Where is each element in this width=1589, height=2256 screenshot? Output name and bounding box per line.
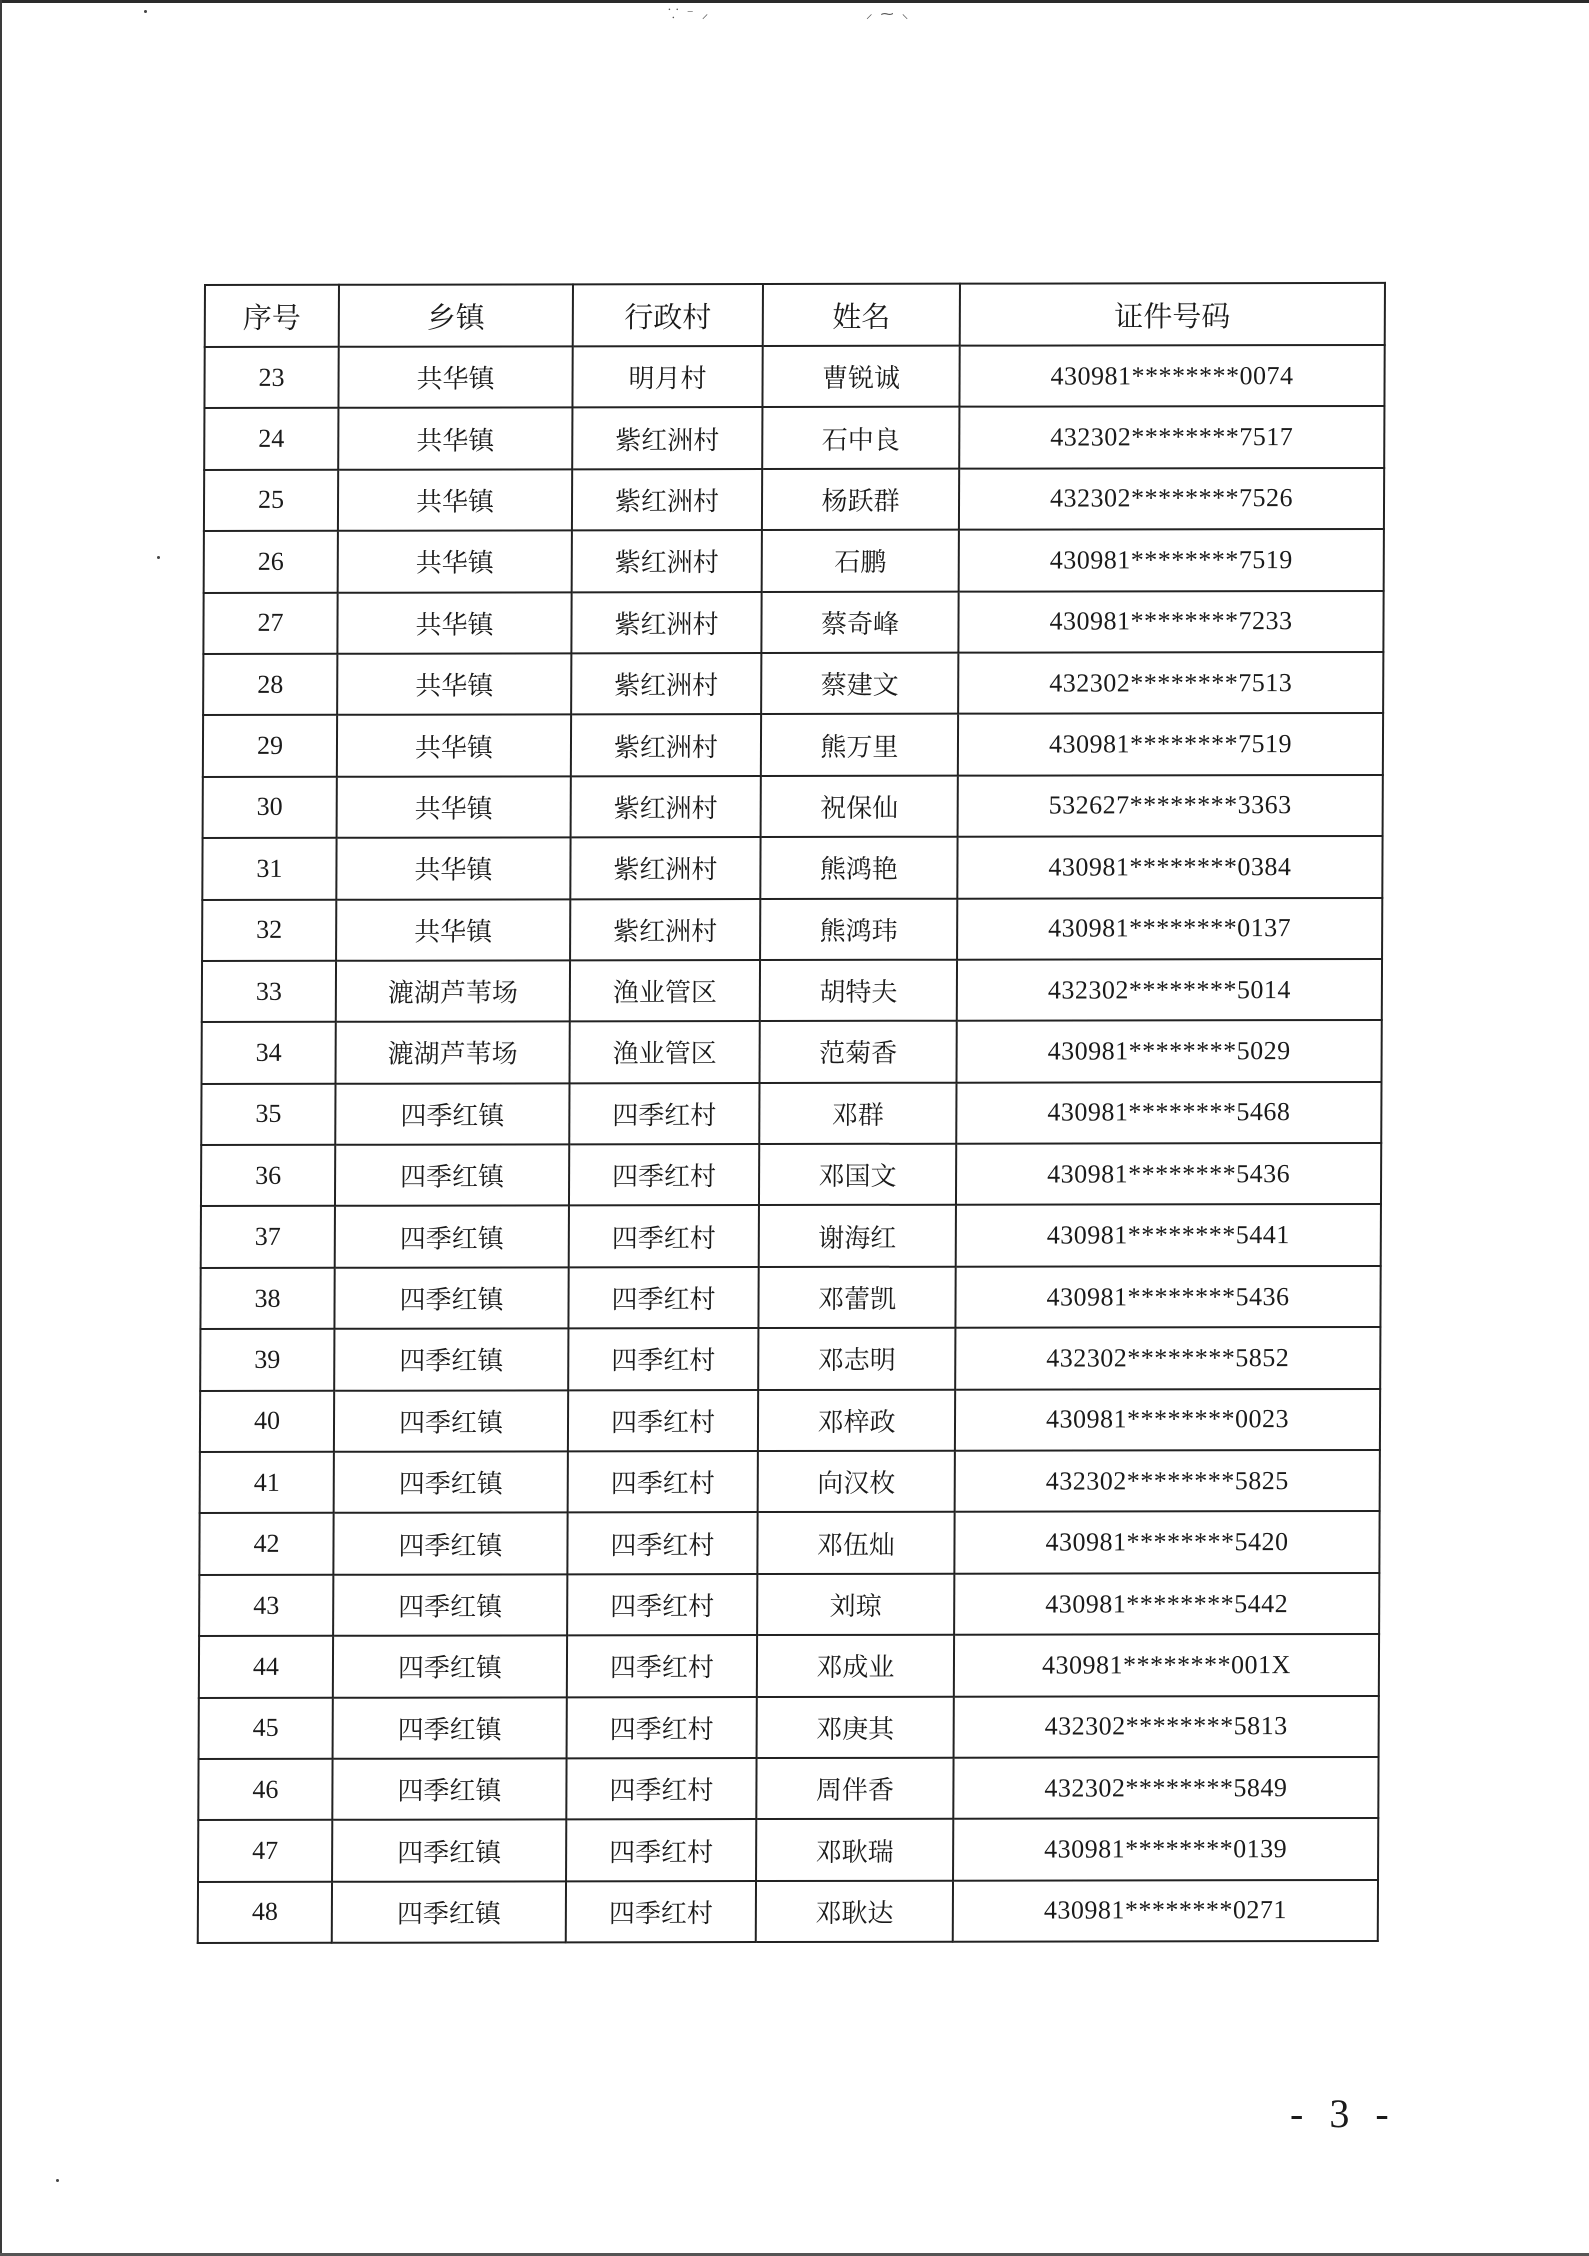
- table-row: [202, 897, 1382, 960]
- table-row: [203, 652, 1383, 715]
- cell-id-number: 432302********5825: [955, 1450, 1380, 1512]
- cell-person-name: 周伴香: [756, 1758, 953, 1820]
- table-row: [199, 1696, 1379, 1759]
- table-row: [198, 1818, 1378, 1881]
- cell-serial-number: 24: [204, 408, 338, 470]
- cell-id-number: 432302********5849: [953, 1757, 1378, 1819]
- cell-serial-number: 25: [204, 470, 338, 532]
- table-row: [202, 836, 1382, 899]
- scan-speck: [157, 556, 160, 559]
- table-row: [199, 1511, 1379, 1574]
- roster-table-container: [197, 282, 1384, 1944]
- cell-village: 明月村: [572, 346, 762, 408]
- cell-person-name: 谢海红: [759, 1205, 956, 1267]
- cell-serial-number: 36: [201, 1145, 335, 1207]
- cell-id-number: 432302********7517: [959, 406, 1384, 468]
- table-row: [204, 529, 1384, 592]
- cell-village: 四季红村: [566, 1819, 756, 1881]
- cell-person-name: 祝保仙: [761, 775, 958, 837]
- cell-serial-number: 41: [200, 1452, 334, 1514]
- cell-person-name: 熊鸿艳: [760, 837, 957, 899]
- cell-township: 四季红镇: [335, 1083, 569, 1145]
- table-header: [205, 283, 1385, 347]
- cell-village: 四季红村: [569, 1083, 759, 1145]
- cell-id-number: 430981********0074: [959, 345, 1384, 407]
- cell-township: 四季红镇: [335, 1206, 569, 1268]
- cell-id-number: 430981********5436: [955, 1266, 1380, 1328]
- cell-serial-number: 39: [200, 1329, 334, 1391]
- cell-id-number: 430981********001X: [954, 1634, 1379, 1696]
- cell-village: 紫红洲村: [572, 469, 762, 531]
- cell-village: 紫红洲村: [571, 714, 761, 776]
- cell-township: 四季红镇: [333, 1574, 567, 1636]
- cell-serial-number: 27: [203, 592, 337, 654]
- table-row: [198, 1757, 1378, 1820]
- scan-mark: ⸪ ⁻ ⸝: [668, 7, 711, 22]
- table-row: [198, 1880, 1378, 1943]
- cell-serial-number: 43: [199, 1575, 333, 1637]
- table-row: [199, 1573, 1379, 1636]
- cell-serial-number: 48: [198, 1882, 332, 1944]
- cell-township: 共华镇: [336, 899, 570, 961]
- cell-township: 共华镇: [337, 776, 571, 838]
- cell-serial-number: 38: [200, 1268, 334, 1330]
- cell-village: 紫红洲村: [572, 407, 762, 469]
- cell-person-name: 邓梓政: [758, 1389, 955, 1451]
- cell-township: 共华镇: [337, 653, 571, 715]
- cell-id-number: 430981********5029: [957, 1020, 1382, 1082]
- cell-person-name: 邓耿瑞: [756, 1819, 953, 1881]
- cell-id-number: 432302********5813: [954, 1696, 1379, 1758]
- cell-serial-number: 42: [199, 1513, 333, 1575]
- header-administrative-village: 行政村: [573, 284, 763, 346]
- cell-village: 四季红村: [567, 1574, 757, 1636]
- roster-table: [197, 282, 1386, 1944]
- cell-person-name: 石鹏: [762, 530, 959, 592]
- cell-township: 四季红镇: [335, 1144, 569, 1206]
- cell-person-name: 熊万里: [761, 714, 958, 776]
- header-name: 姓名: [763, 284, 960, 346]
- header-serial-number: 序号: [205, 285, 339, 347]
- cell-id-number: 430981********5441: [956, 1204, 1381, 1266]
- cell-village: 紫红洲村: [571, 592, 761, 654]
- cell-township: 四季红镇: [333, 1513, 567, 1575]
- header-township: 乡镇: [339, 284, 573, 346]
- cell-township: 四季红镇: [332, 1758, 566, 1820]
- cell-id-number: 532627********3363: [958, 775, 1383, 837]
- cell-person-name: 向汉枚: [758, 1451, 955, 1513]
- cell-person-name: 邓志明: [758, 1328, 955, 1390]
- cell-village: 渔业管区: [570, 960, 760, 1022]
- cell-township: 共华镇: [337, 715, 571, 777]
- cell-serial-number: 32: [202, 899, 336, 961]
- cell-serial-number: 23: [204, 347, 338, 409]
- cell-village: 四季红村: [569, 1144, 759, 1206]
- cell-serial-number: 44: [199, 1636, 333, 1698]
- cell-village: 紫红洲村: [571, 653, 761, 715]
- cell-township: 漉湖芦苇场: [336, 960, 570, 1022]
- cell-serial-number: 46: [198, 1759, 332, 1821]
- cell-serial-number: 35: [201, 1083, 335, 1145]
- cell-township: 共华镇: [338, 469, 572, 531]
- cell-person-name: 邓群: [759, 1082, 956, 1144]
- table-body: [198, 345, 1385, 1943]
- cell-id-number: 430981********0139: [953, 1818, 1378, 1880]
- cell-serial-number: 31: [202, 838, 336, 900]
- table-row: [204, 468, 1384, 531]
- cell-township: 四季红镇: [332, 1820, 566, 1882]
- cell-village: 四季红村: [568, 1390, 758, 1452]
- scan-speck: [56, 2179, 59, 2182]
- cell-serial-number: 47: [198, 1820, 332, 1882]
- cell-person-name: 邓伍灿: [757, 1512, 954, 1574]
- cell-village: 四季红村: [568, 1267, 758, 1329]
- scan-speck: [144, 10, 147, 13]
- cell-township: 共华镇: [338, 346, 572, 408]
- cell-township: 共华镇: [338, 408, 572, 470]
- cell-person-name: 邓庚其: [757, 1696, 954, 1758]
- cell-township: 共华镇: [337, 592, 571, 654]
- cell-township: 共华镇: [338, 531, 572, 593]
- table-row: [199, 1634, 1379, 1697]
- cell-person-name: 蔡奇峰: [761, 591, 958, 653]
- cell-township: 四季红镇: [332, 1881, 566, 1943]
- cell-township: 四季红镇: [334, 1451, 568, 1513]
- cell-person-name: 邓耿达: [756, 1880, 953, 1942]
- table-row: [203, 775, 1383, 838]
- cell-id-number: 430981********0023: [955, 1389, 1380, 1451]
- table-row: [204, 345, 1384, 408]
- cell-village: 渔业管区: [570, 1021, 760, 1083]
- table-row: [204, 406, 1384, 469]
- scan-mark: ⸝ ⁓ ⸜: [866, 7, 911, 22]
- cell-person-name: 熊鸿玮: [760, 898, 957, 960]
- cell-serial-number: 40: [200, 1390, 334, 1452]
- cell-township: 四季红镇: [333, 1697, 567, 1759]
- cell-id-number: 430981********7519: [958, 713, 1383, 775]
- cell-serial-number: 28: [203, 654, 337, 716]
- page-number: - 3 -: [1290, 2091, 1397, 2136]
- table-row: [200, 1389, 1380, 1452]
- cell-village: 四季红村: [568, 1451, 758, 1513]
- cell-id-number: 432302********5014: [957, 959, 1382, 1021]
- table-row: [202, 1020, 1382, 1083]
- table-row: [200, 1266, 1380, 1329]
- header-row: [205, 283, 1385, 347]
- cell-id-number: 430981********5442: [954, 1573, 1379, 1635]
- cell-township: 共华镇: [336, 837, 570, 899]
- cell-village: 紫红洲村: [570, 837, 760, 899]
- table-row: [200, 1450, 1380, 1513]
- cell-village: 四季红村: [567, 1697, 757, 1759]
- cell-person-name: 邓国文: [759, 1144, 956, 1206]
- cell-id-number: 432302********5852: [955, 1327, 1380, 1389]
- cell-id-number: 430981********7519: [959, 529, 1384, 591]
- cell-serial-number: 30: [203, 777, 337, 839]
- table-row: [203, 591, 1383, 654]
- table-row: [201, 1082, 1381, 1145]
- cell-id-number: 430981********7233: [958, 591, 1383, 653]
- cell-serial-number: 45: [199, 1697, 333, 1759]
- cell-person-name: 蔡建文: [761, 653, 958, 715]
- cell-village: 紫红洲村: [571, 776, 761, 838]
- cell-serial-number: 33: [202, 961, 336, 1023]
- table-row: [200, 1327, 1380, 1390]
- cell-village: 四季红村: [568, 1328, 758, 1390]
- cell-village: 四季红村: [566, 1758, 756, 1820]
- cell-person-name: 曹锐诚: [762, 346, 959, 408]
- cell-township: 四季红镇: [333, 1636, 567, 1698]
- cell-person-name: 石中良: [762, 407, 959, 469]
- cell-id-number: 430981********0137: [957, 897, 1382, 959]
- cell-township: 四季红镇: [334, 1267, 568, 1329]
- cell-id-number: 430981********5436: [956, 1143, 1381, 1205]
- cell-person-name: 杨跃群: [762, 468, 959, 530]
- cell-serial-number: 29: [203, 715, 337, 777]
- cell-id-number: 432302********7513: [958, 652, 1383, 714]
- scan-left-edge: [0, 0, 2, 2256]
- table-row: [201, 1143, 1381, 1206]
- table-row: [203, 713, 1383, 776]
- cell-serial-number: 37: [201, 1206, 335, 1268]
- cell-township: 四季红镇: [334, 1390, 568, 1452]
- header-id-number: 证件号码: [960, 283, 1385, 346]
- cell-serial-number: 34: [202, 1022, 336, 1084]
- cell-id-number: 432302********7526: [959, 468, 1384, 530]
- cell-id-number: 430981********0384: [957, 836, 1382, 898]
- cell-township: 漉湖芦苇场: [336, 1022, 570, 1084]
- cell-village: 四季红村: [566, 1881, 756, 1943]
- cell-township: 四季红镇: [334, 1329, 568, 1391]
- cell-person-name: 邓成业: [757, 1635, 954, 1697]
- scan-top-edge: [0, 0, 1589, 3]
- cell-village: 紫红洲村: [572, 530, 762, 592]
- cell-village: 四季红村: [567, 1635, 757, 1697]
- cell-person-name: 邓蕾凯: [758, 1267, 955, 1329]
- cell-village: 四季红村: [569, 1206, 759, 1268]
- table-row: [201, 1204, 1381, 1267]
- cell-person-name: 范菊香: [760, 1021, 957, 1083]
- table-row: [202, 959, 1382, 1022]
- cell-serial-number: 26: [204, 531, 338, 593]
- cell-id-number: 430981********5420: [954, 1511, 1379, 1573]
- cell-person-name: 胡特夫: [760, 960, 957, 1022]
- cell-id-number: 430981********5468: [956, 1082, 1381, 1144]
- cell-village: 四季红村: [567, 1512, 757, 1574]
- cell-village: 紫红洲村: [570, 899, 760, 961]
- cell-id-number: 430981********0271: [953, 1880, 1378, 1942]
- cell-person-name: 刘琼: [757, 1574, 954, 1636]
